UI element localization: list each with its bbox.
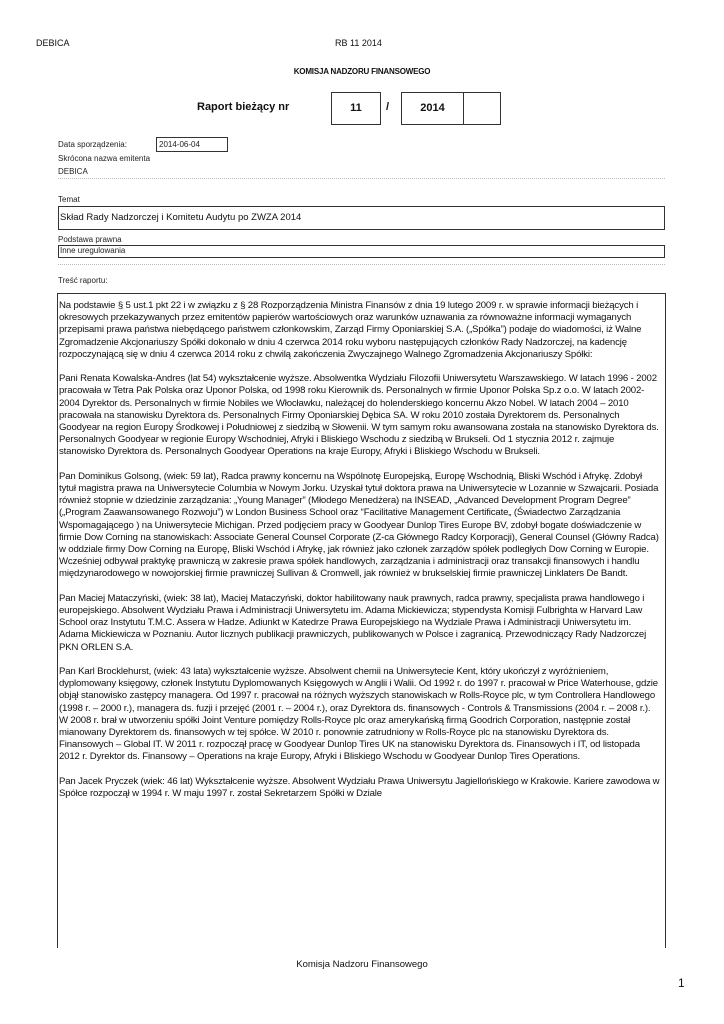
paragraph: Pan Jacek Pryczek (wiek: 46 lat) Wykształcenie wyższe. Absolwent Wydziału Prawa Uniwersytu Jagiellońskiego w Krakowie. Kariere zawodowa w Spółce rozpoczął w 1994 r. W maju 1997 r. został Sekretarzem Spółki w Dziale [59, 775, 660, 800]
header-report-code: RB 11 2014 [335, 38, 382, 48]
subject-label: Temat [58, 195, 80, 204]
report-number-box [331, 92, 381, 125]
date-box [156, 137, 228, 152]
legal-basis-label: Podstawa prawna [58, 235, 122, 244]
report-year-box [401, 92, 464, 125]
paragraph: Na podstawie § 5 ust.1 pkt 22 i w związku z § 28 Rozporządzenia Ministra Finansów z dnia 19 lutego 2009 r. w sprawie informacji bieżących i okresowych przekazywanych przez emitentów papierów wartościowych oraz warunków uznawania za równoważne informacji wymaganych przepisami prawa państwa niebędącego państwem członkowskim, Zarząd Firmy Oponiarskiej S.A. („Spółka”) podaje do wiadomości, iż Walne Zgromadzenie Akcjonariuszy Spółki dokonało w dniu 4 czerwca 2014 roku wyboru następujących członków Rady Nadzorczej, na kadencję rozpoczynającą się w dniu 4 czerwca 2014 roku z chwilą zakończenia Zwyczajnego Walnego Zgromadzenia Akcjonariuszy Spółki: [59, 300, 642, 360]
paragraph: Pani Renata Kowalska-Andres (lat 54) wykształcenie wyższe. Absolwentka Wydziału Filozofii Uniwersytetu Warszawskiego. W latach 1996 - 2002 pracowała w Tetra Pak Polska oraz Uponor Polska, od 1998 roku Kierownik ds. Personalnych w firmie Uponor Polska Sp.z o.o. W latach 2002-2004 Dyrektor ds. Personalnych w firmie Nobiles we Włocławku, należącej do holenderskiego koncernu Akzo Nobel. W latach 2004 – 2010 pracowała na stanowisku Dyrektora ds. Personalnych Firmy Oponiarskiej Dębica SA. W roku 2010 została Dyrektorem ds. Personalnych Goodyear na region Europy Środkowej i Południowej z siedzibą w Słowenii. W tym samym roku awansowana została na stanowisko Dyrektora ds. Personalnych Goodyear w regionie Europy Wschodniej, Afryki i Bliskiego Wschodu z siedzibą w Brukseli. Od 1 stycznia 2012 r. zajmuje stanowisko Dyrektora ds. Personalnych Goodyear Operations na kraje Europy, Afryki i Bliskiego Wschodu w Brukseli. [59, 373, 659, 458]
content-label: Treść raportu: [58, 276, 108, 285]
legal-basis-value: Inne uregulowania [60, 246, 126, 255]
content-body [58, 294, 665, 800]
commission-title: KOMISJA NADZORU FINANSOWEGO [293, 67, 431, 76]
paragraph: Pan Dominikus Golsong, (wiek: 59 lat), Radca prawny koncernu na Wspólnotę Europejską, Europę Wschodnią, Bliski Wschód i Afrykę. Zdobył tytuł magistra prawa na Uniwersytecie Columbia w Nowym Jorku. Uzyskał tytuł doktora prawa na Uniwersytecie w Lozannie w Szwajcarii. Posiada również stopnie w dziedzinie zarządzania: „Young Manager” (Młodego Menedżera) na INSEAD, „Advanced Development Program Degree” („Program Zaawansowanego Rozwoju”) w London Business School oraz “Facilitative Management Certificate„ (Świadectwo Zarządzania Wspomagającego ) na Uniwersytecie Michigan. Przed podjęciem pracy w Goodyear Dunlop Tires Europe BV, zdobył bogate doświadczenie w firmie Dow Corning na stanowiskach: Associate General Counsel Corporate (Z-ca Głównego Radcy Korporacji), General Counsel (Główny Radca) w oddziale firmy Dow Corning na Europę, Bliski Wschód i Afrykę, jak również jako członek zarządów spółek podległych Dow Corning w Europie. Wcześniej odbywał praktykę prawniczą w zakresie prawa spółek handlowych, zarządzania i administracji oraz transakcji finansowych i handlu międzynarodowego w nowojorskiej firmie prawniczej Sullivan & Cromwell, jak również w brukselskiej firmie prawniczej Linklaters De Bandt. [59, 470, 659, 580]
legal-basis-box [58, 245, 665, 258]
report-label: Raport bieżący nr [197, 101, 290, 113]
report-number: 11 [350, 102, 362, 114]
content-box [57, 293, 666, 948]
divider [58, 178, 665, 179]
subject-value: Skład Rady Nadzorczej i Komitetu Audytu po ZWZA 2014 [60, 212, 302, 223]
page-number: 1 [678, 976, 685, 990]
issuer-value: DEBICA [58, 167, 88, 176]
header-issuer: DEBICA [36, 38, 70, 48]
report-separator: / [386, 101, 390, 113]
paragraph: Pan Karl Brocklehurst, (wiek: 43 lata) wykształcenie wyższe. Absolwent chemii na Uniwersytecie Kent, który ukończył z wyróżnieniem, dyplomowany księgowy, członek Instytutu Dyplomowanych Księgowych w Anglii i Walii. Od 1992 r. do 1997 r. pracował w Price Waterhouse, gdzie objął stanowisko zastępcy managera. Od 1997 r. pracował na różnych wyższych stanowiskach w Rolls-Royce plc, w tym Controllera Handlowego (1998 r. – 2000 r.), managera ds. fuzji i przejęć (2001 r. – 2004 r.), oraz Dyrektora ds. finansowych - Controls & Transmissions (2004 r. – 2008 r.). W 2008 r. brał w utworzeniu spółki Joint Venture pomiędzy Rolls-Royce plc oraz amerykańską firmą Goodrich Corporation, następnie został mianowany Dyrektorem ds. finansowych w tej spółce. W 2010 r. ponownie zatrudniony w Rolls-Royce plc na stanowisku Dyrektora ds. Finansowych – Global IT. W 2011 r. rozpoczął pracę w Goodyear Dunlop Tires UK na stanowisku Dyrektora ds. Finansowych i IT, od listopada 2012 r. Dyrektor ds. Finansowy – Operations na kraje Europy, Afryki i Bliskiego Wschodu w Goodyear Dunlop Tires Operations. [59, 666, 658, 763]
paragraph: Pan Maciej Mataczyński, (wiek: 38 lat), Maciej Mataczyński, doktor habilitowany nauk prawnych, radca prawny, specjalista prawa handlowego i europejskiego. Absolwent Wydziału Prawa i Administracji Uniwersytetu im. Adama Mickiewicza; stypendysta Komisji Fulbrighta w Harvard Law School oraz Instytutu T.M.C. Assera w Hadze. Adiunkt w Katedrze Prawa Europejskiego na Wydziale Prawa i Administracji Uniwersytetu im. Adama Mickiewicza w Poznaniu. Autor licznych publikacji prawniczych, publikowanych w Polsce i zagranicą. Przewodniczący Rady Nadzorczej PKN ORLEN S.A. [59, 592, 647, 653]
divider [58, 264, 665, 265]
date-label: Data sporządzenia: [58, 140, 127, 149]
footer-title: Komisja Nadzoru Finansowego [296, 959, 428, 970]
issuer-label: Skrócona nazwa emitenta [58, 154, 151, 163]
report-year: 2014 [420, 102, 445, 114]
report-extra-box [463, 92, 501, 125]
subject-box [58, 206, 665, 230]
date-value: 2014-06-04 [159, 140, 200, 149]
